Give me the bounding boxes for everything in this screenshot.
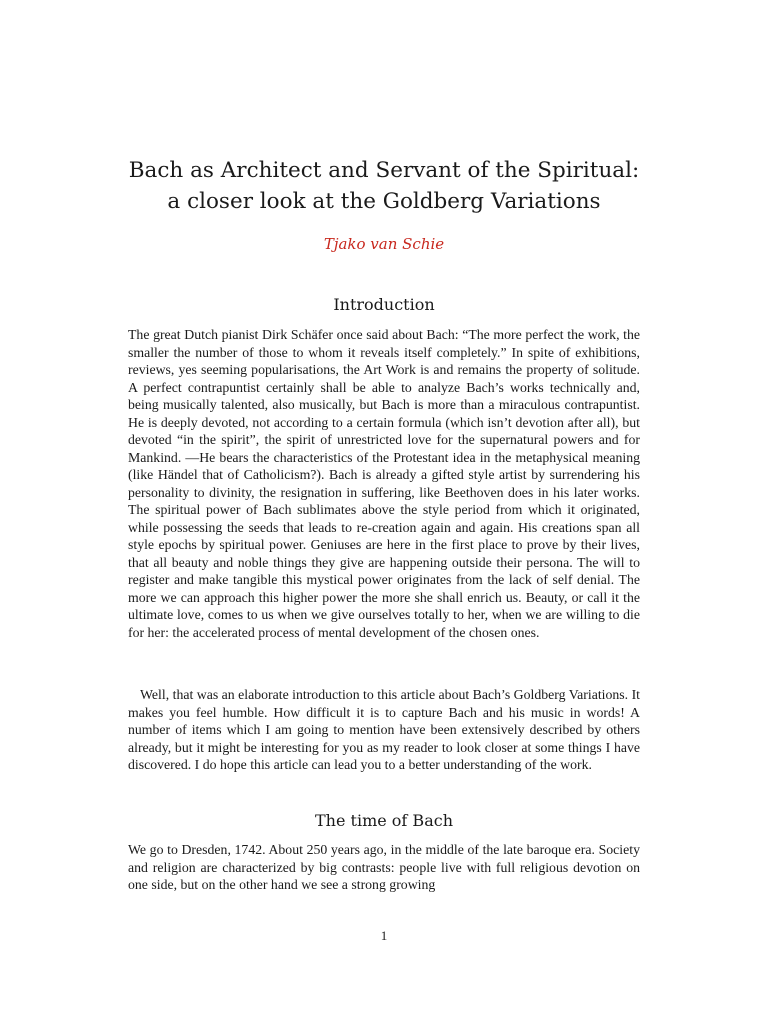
- body-paragraph-2: [128, 686, 640, 774]
- title-line-2: a closer look at the Goldberg Variations: [167, 189, 601, 214]
- title-line-1: Bach as Architect and Servant of the Spiritual:: [128, 158, 640, 183]
- section-heading-time-of-bach: The time of Bach: [314, 811, 453, 830]
- paragraph-text: The great Dutch pianist Dirk Schäfer once said about Bach: “The more perfect the work, the smaller the number of those to whom it reveals itself completely.” In spite of exhibitions, reviews, yes seeming popularisations, the Art Work is and remains the property of solitude. A perfect contrapuntist certainly shall be able to analyze Bach’s works technically and, being musically talented, also musically, but Bach is more than a miraculous contrapuntist. He is deeply devoted, not according to a certain formula (which isn’t devotion after all), but devoted “in the spirit”, the spirit of unrestricted love for the supernatural powers and for Mankind. —He bears the characteristics of the Protestant idea in the metaphysical meaning (like Händel that of Catholicism?). Bach is already a gifted style artist by surrendering his personality to divinity, the resignation in suffering, like Beethoven does in his later works. The spiritual power of Bach sublimates above the style period from which it originated, while possessing the seeds that leads to re-creation again and again. His creations span all style epochs by spiritual power. Geniuses are here in the first place to prove by their lives, that all beauty and noble things they give are happening outside their persona. The will to register and make tangible this mystical power originates from the lack of self denial. The more we can approach this higher power the more she shall enrich us. Beauty, or call it the ultimate love, comes to us when we give ourselves totally to her, when we are willing to die for her: the accelerated process of mental development of the chosen ones.: [128, 327, 640, 640]
- section-heading-introduction: Introduction: [333, 295, 435, 314]
- paragraph-text: Well, that was an elaborate introduction to this article about Bach’s Goldberg Variations. It makes you feel humble. How difficult it is to capture Bach and his music in words! A number of items which I am going to mention have been extensively described by others already, but it might be interesting for you as my reader to look closer at some things I have discovered. I do hope this article can lead you to a better understanding of the work.: [128, 687, 640, 772]
- body-paragraph-1: [128, 326, 640, 641]
- body-paragraph-3: [128, 841, 640, 894]
- page-number: 1: [380, 928, 388, 943]
- paper-title: [0, 155, 768, 217]
- author-name: Tjako van Schie: [323, 235, 445, 253]
- paragraph-text: We go to Dresden, 1742. About 250 years ago, in the middle of the late baroque era. Society and religion are characterized by big contrasts: people live with full religious devotion on one side, but on the other hand we see a strong growing: [128, 842, 640, 892]
